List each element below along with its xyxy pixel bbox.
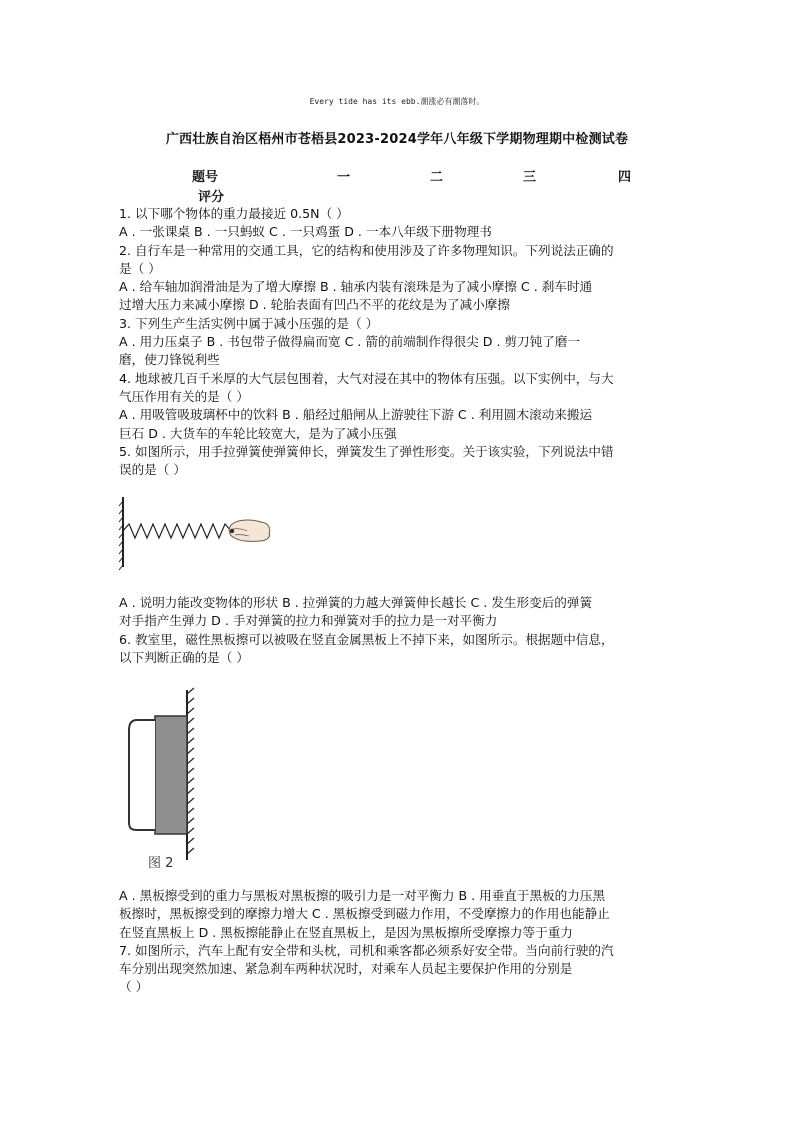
exam-title: 广西壮族自治区梧州市苍梧县2023-2024学年八年级下学期物理期中检测试卷 xyxy=(165,132,629,147)
score-col-3: 三 xyxy=(523,170,537,185)
text-line: （ ） xyxy=(119,979,149,995)
blackboard-eraser-figure xyxy=(119,688,209,873)
questions-block-1 xyxy=(119,205,679,479)
figure-caption: 图 2 xyxy=(148,856,174,871)
score-row-label: 评分 xyxy=(198,190,225,205)
eraser-handle xyxy=(129,720,155,830)
text-line: 对手指产生弹力 D . 手对弹簧的拉力和弹簧对手的拉力是一对平衡力 xyxy=(119,613,498,629)
questions-block-3 xyxy=(119,887,679,997)
text-line: 气压作用有关的是（ ） xyxy=(119,388,249,404)
questions-block-2 xyxy=(119,594,679,667)
text-line: 车分别出现突然加速、紧急刹车两种状况时，对乘车人员起主要保护作用的分别是 xyxy=(119,961,573,977)
text-line: 在竖直黑板上 D . 黑板擦能静止在竖直黑板上，是因为黑板擦所受摩擦力等于重力 xyxy=(119,924,573,940)
text-line: 3. 下列生产生活实例中属于减小压强的是（ ） xyxy=(119,315,379,331)
text-line: 2. 自行车是一种常用的交通工具，它的结构和使用涉及了许多物理知识。下列说法正确的 xyxy=(119,242,614,258)
text-line: A . 给车轴加润滑油是为了增大摩擦 B . 轴承内装有滚珠是为了减小摩擦 C . 刹车时通 xyxy=(119,279,593,295)
hand-icon xyxy=(229,520,269,541)
spring-hand-figure xyxy=(119,495,279,575)
text-line: 以下判断正确的是（ ） xyxy=(119,649,249,665)
text-line: 7. 如图所示，汽车上配有安全带和头枕，司机和乘客都必须系好安全带。当向前行驶的汽 xyxy=(119,942,614,958)
text-line: 误的是（ ） xyxy=(119,462,186,478)
text-line: A . 黑板擦受到的重力与黑板对黑板擦的吸引力是一对平衡力 B . 用垂直于黑板的力压黑 xyxy=(119,888,606,903)
text-line: 5. 如图所示，用手拉弹簧使弹簧伸长，弹簧发生了弹性形变。关于该实验，下列说法中错 xyxy=(119,443,614,459)
text-line: 是（ ） xyxy=(119,260,161,276)
eraser-felt xyxy=(155,716,187,834)
text-line: 板擦时，黑板擦受到的摩擦力增大 C . 黑板擦受到磁力作用，不受摩擦力的作用也能静止 xyxy=(119,906,610,922)
score-col-1: 一 xyxy=(337,170,351,185)
wall-hatching xyxy=(119,497,123,570)
text-line: 过增大压力来减小摩擦 D . 轮胎表面有凹凸不平的花纹是为了减小摩擦 xyxy=(119,297,510,313)
text-line: A . 用力压桌子 B . 书包带子做得扁而宽 C . 箭的前端制作得很尖 D . 剪刀钝了磨一 xyxy=(119,334,581,350)
text-line: 1. 以下哪个物体的重力最接近 0.5N（ ） xyxy=(119,206,349,221)
text-line: A . 说明力能改变物体的形状 B . 拉弹簧的力越大弹簧伸长越长 C . 发生形变后的弹簧 xyxy=(119,595,593,610)
text-line: A . 一张课桌 B . 一只蚂蚁 C . 一只鸡蛋 D . 一本八年级下册物理书 xyxy=(119,224,492,240)
text-line: 6. 教室里，磁性黑板擦可以被吸在竖直金属黑板上不掉下来，如图所示。根据题中信息， xyxy=(119,631,614,647)
score-header-label: 题号 xyxy=(192,170,219,185)
score-col-2: 二 xyxy=(430,170,444,185)
text-line: 4. 地球被几百千米厚的大气层包围着，大气对浸在其中的物体有压强。以下实例中，与大 xyxy=(119,370,614,386)
header-motto: Every tide has its ebb.潮涨必有潮落时。 xyxy=(309,97,485,106)
text-line: A . 用吸管吸玻璃杯中的饮料 B . 船经过船闸从上游驶往下游 C . 利用圆木滚动来搬运 xyxy=(119,407,593,423)
score-col-4: 四 xyxy=(618,170,632,185)
text-line: 巨石 D . 大货车的车轮比较宽大，是为了减小压强 xyxy=(119,425,397,441)
blackboard-wall xyxy=(187,688,194,860)
text-line: 磨，使刀锋锐利些 xyxy=(119,352,220,368)
spring-coil xyxy=(123,524,231,538)
